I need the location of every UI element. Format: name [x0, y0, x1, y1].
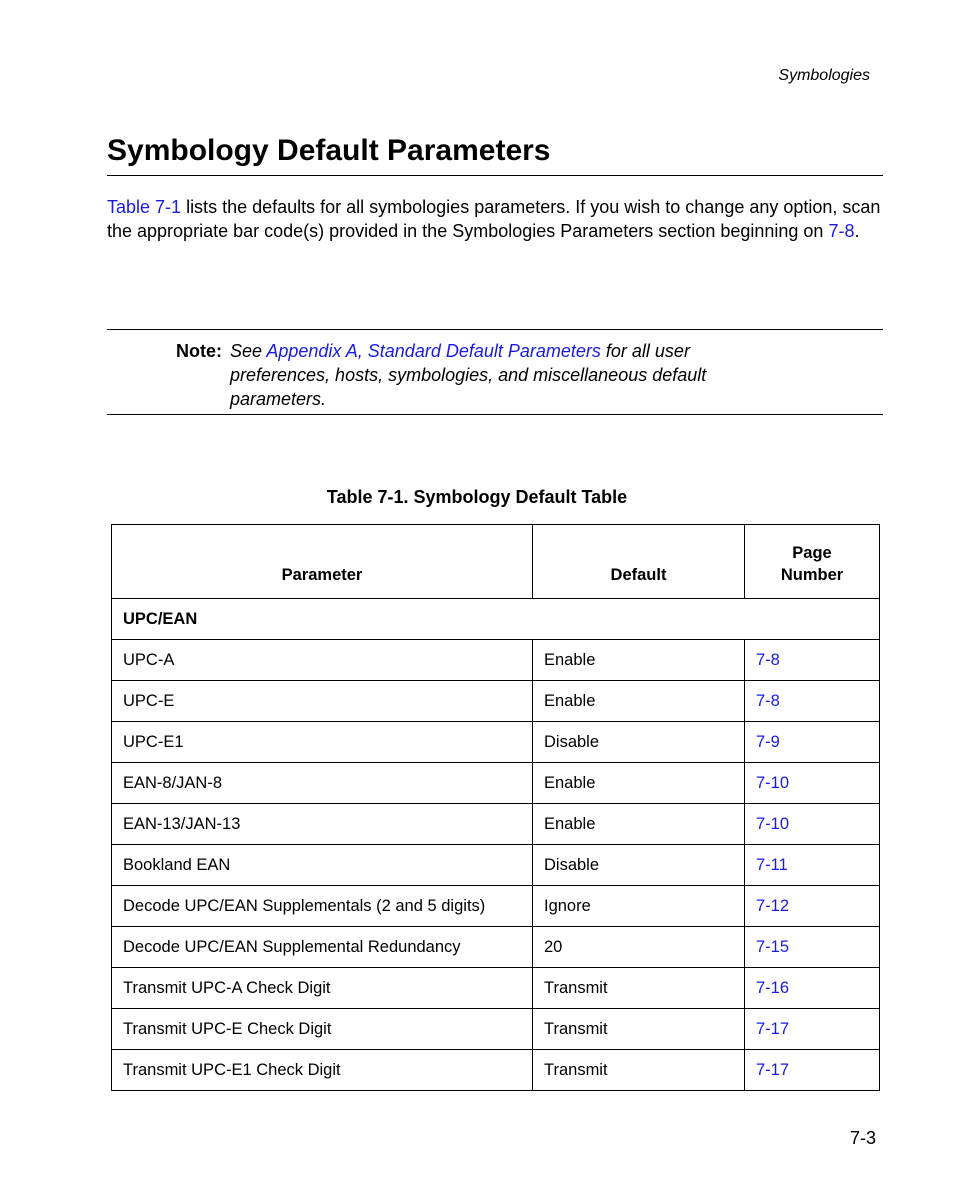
page-reference-link[interactable]: 7-8: [756, 650, 780, 669]
note-label: Note:: [176, 341, 222, 361]
note-text-2: for all user preferences, hosts, symbologies, and miscellaneous default parameters.: [230, 341, 707, 409]
table-row: [112, 845, 880, 886]
page-number-cell: [745, 681, 880, 722]
page-reference-link[interactable]: 7-16: [756, 978, 790, 997]
page-number-cell: [745, 722, 880, 763]
parameter-cell: EAN-8/JAN-8: [112, 763, 533, 804]
page-7-8-link[interactable]: 7-8: [828, 220, 855, 241]
title-rule: [107, 175, 883, 176]
page-number-cell: [745, 968, 880, 1009]
page-reference-link[interactable]: 7-17: [756, 1019, 790, 1038]
table-row: [112, 1050, 880, 1091]
default-cell: Transmit: [533, 1050, 745, 1091]
running-header: Symbologies: [778, 67, 870, 84]
page-reference-link[interactable]: 7-11: [756, 855, 788, 874]
parameter-cell: Decode UPC/EAN Supplementals (2 and 5 digits): [112, 886, 533, 927]
symbology-default-table: [111, 524, 880, 1091]
intro-paragraph: [107, 196, 883, 243]
parameter-cell: UPC-A: [112, 640, 533, 681]
table-row: [112, 640, 880, 681]
page-reference-link[interactable]: 7-10: [756, 773, 790, 792]
default-cell: Enable: [533, 640, 745, 681]
header-default: Default: [533, 525, 745, 599]
table-caption: Table 7-1. Symbology Default Table: [326, 487, 628, 507]
page-number-cell: [745, 927, 880, 968]
table-header-row: [112, 525, 880, 599]
header-parameter: Parameter: [112, 525, 533, 599]
default-cell: Transmit: [533, 968, 745, 1009]
default-cell: Enable: [533, 804, 745, 845]
page-number-cell: [745, 1050, 880, 1091]
table-7-1-link[interactable]: Table 7-1: [107, 197, 182, 217]
page-number: 7-3: [849, 1128, 876, 1148]
parameter-cell: Transmit UPC-E Check Digit: [112, 1009, 533, 1050]
page-number-cell: [745, 804, 880, 845]
page-number-cell: [745, 845, 880, 886]
default-cell: Enable: [533, 763, 745, 804]
note-text: [230, 339, 776, 411]
header-page-line2: Number: [780, 566, 844, 584]
default-cell: Enable: [533, 681, 745, 722]
note-top-rule: [107, 329, 883, 330]
parameter-cell: Decode UPC/EAN Supplemental Redundancy: [112, 927, 533, 968]
page-reference-link[interactable]: 7-17: [756, 1060, 790, 1079]
table-row: [112, 968, 880, 1009]
table-row: [112, 1009, 880, 1050]
page-reference-link[interactable]: 7-8: [756, 691, 780, 710]
default-cell: 20: [533, 927, 745, 968]
page-title: Symbology Default Parameters: [107, 134, 551, 167]
note-block: [176, 339, 776, 411]
table-row: [112, 804, 880, 845]
default-cell: Disable: [533, 722, 745, 763]
intro-text-1: lists the defaults for all symbologies parameters. If you wish to change any option, scan the appropriate bar code(s) provided in the Symbologies Parameters section beginning on: [107, 197, 881, 241]
page-reference-link[interactable]: 7-10: [756, 814, 790, 833]
header-page-number: [745, 525, 880, 599]
parameter-cell: UPC-E: [112, 681, 533, 722]
parameter-cell: Transmit UPC-A Check Digit: [112, 968, 533, 1009]
page-reference-link[interactable]: 7-9: [756, 732, 780, 751]
table-row: [112, 927, 880, 968]
default-cell: Ignore: [533, 886, 745, 927]
appendix-a-link[interactable]: Appendix A, Standard Default Parameters: [266, 341, 601, 361]
page-number-cell: [745, 763, 880, 804]
table-row: [112, 886, 880, 927]
group-label: UPC/EAN: [112, 599, 880, 640]
default-cell: Transmit: [533, 1009, 745, 1050]
intro-text-2: .: [854, 220, 860, 241]
table-row: [112, 722, 880, 763]
note-text-1: See: [230, 341, 267, 361]
table-row: [112, 763, 880, 804]
note-bottom-rule: [107, 414, 883, 415]
page-reference-link[interactable]: 7-15: [756, 937, 790, 956]
page-reference-link[interactable]: 7-12: [756, 896, 790, 915]
page-number-cell: [745, 640, 880, 681]
parameter-cell: EAN-13/JAN-13: [112, 804, 533, 845]
table-row: [112, 681, 880, 722]
page-number-cell: [745, 886, 880, 927]
parameter-cell: Transmit UPC-E1 Check Digit: [112, 1050, 533, 1091]
page-number-cell: [745, 1009, 880, 1050]
parameter-cell: UPC-E1: [112, 722, 533, 763]
group-row: [112, 599, 880, 640]
header-page-line1: Page: [792, 544, 832, 562]
default-cell: Disable: [533, 845, 745, 886]
parameter-cell: Bookland EAN: [112, 845, 533, 886]
